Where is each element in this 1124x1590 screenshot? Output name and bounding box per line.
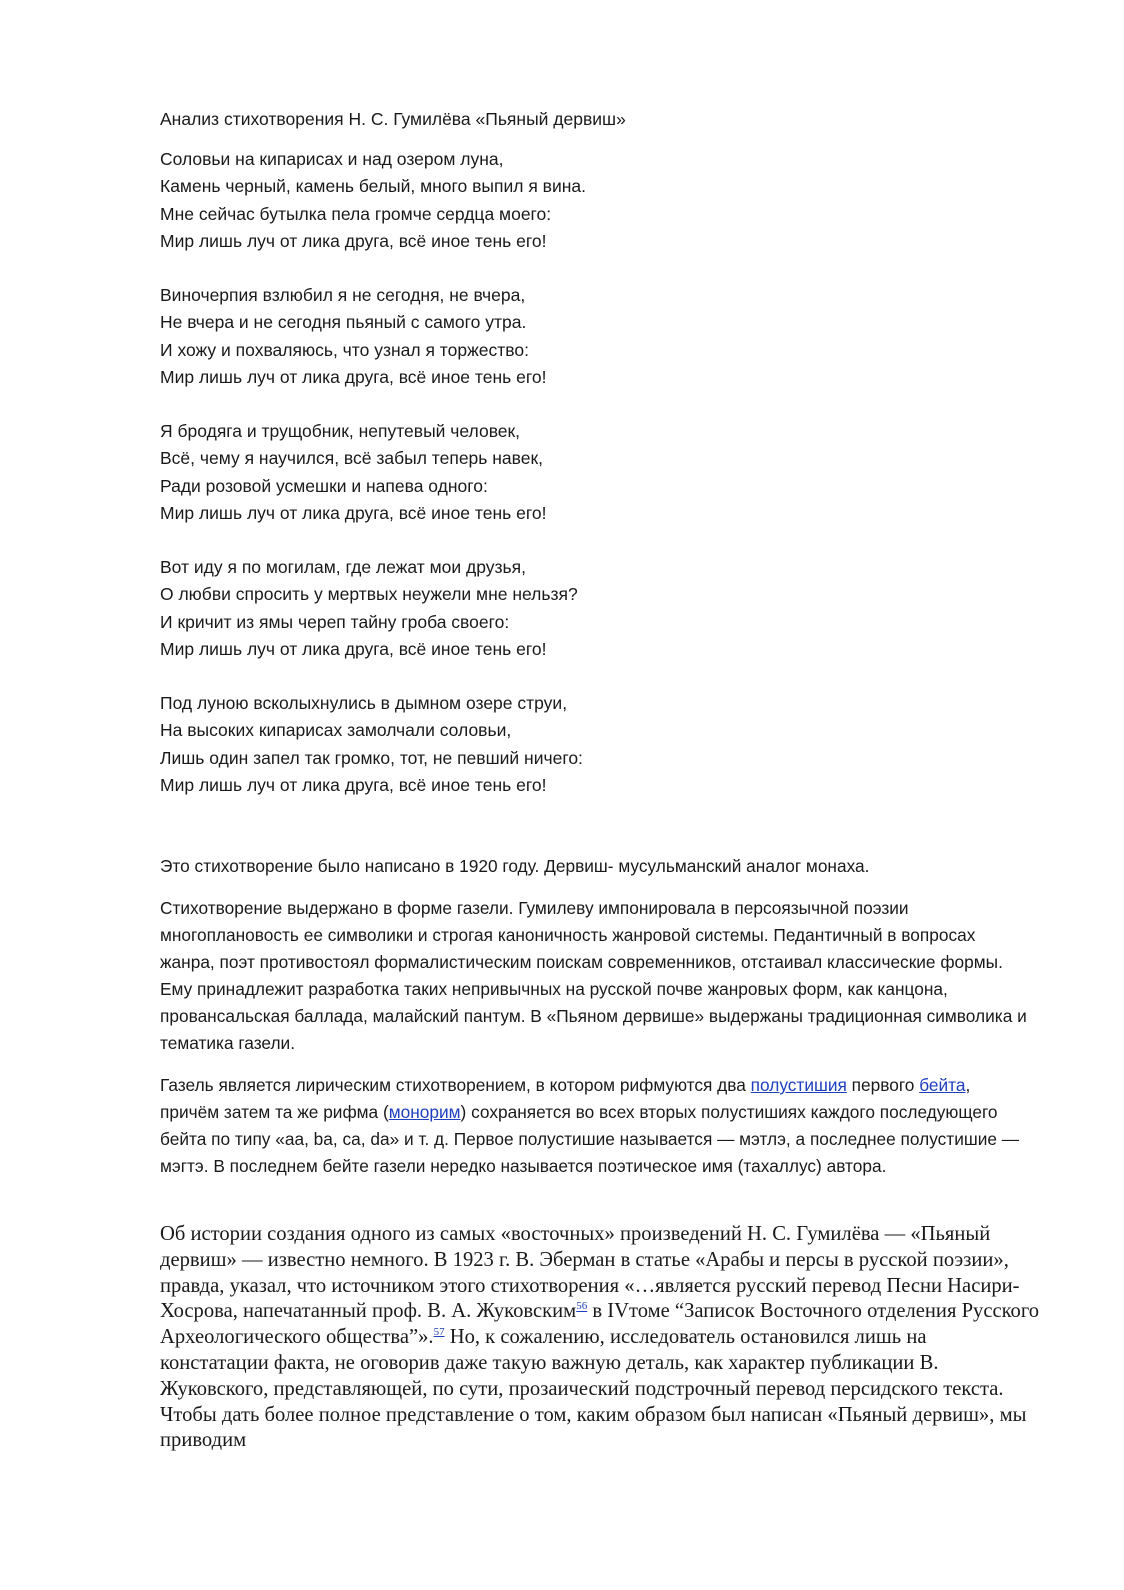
poem-line: Не вчера и не сегодня пьяный с самого утра. — [160, 312, 527, 333]
poem-stanza-5 — [160, 690, 980, 799]
footnote-56-link[interactable]: 56 — [576, 1300, 588, 1313]
poem-stanza-4 — [160, 554, 980, 663]
poem-line: Мир лишь луч от лика друга, всё иное тень его! — [160, 502, 547, 523]
poem-line: Под луною всколыхнулись в дымном озере струи, — [160, 693, 568, 713]
poem-line: Виночерпия взлюбил я не сегодня, не вчера, — [160, 285, 526, 305]
analysis-paragraph-ghazal-definition: Газель является лирическим стихотворением, в котором рифмуются два полустишия первого бейта, причём затем та же рифма (монорим) сохраняется во всех вторых полустишиях каждого последующего бейта по типу «aa, ba, ca, da» и т. д. Первое полустишие называется — мэтлэ, а последнее полустишие — мэгтэ. В последнем бейте газели нередко называется поэтическое имя (тахаллус) автора. — [160, 1075, 1020, 1176]
poem-line: Вот иду я по могилам, где лежат мои друзья, — [160, 557, 526, 577]
poem-line: Я бродяга и трущобник, непутевый человек, — [160, 421, 521, 441]
poem-line: Мир лишь луч от лика друга, всё иное тень его! — [160, 366, 547, 387]
document-title: Анализ стихотворения Н. С. Гумилёва «Пьяный дервиш» — [160, 109, 626, 129]
analysis-paragraph-ghazal-form: Стихотворение выдержано в форме газели. Гумилеву импонировала в персоязычной поэзии многоплановость ее символики и строгая каноничность жанровой системы. Педантичный в вопросах жанра, поэт противостоял формалистическим поискам современников, отстаивал классические формы. Ему принадлежит разработка таких непривычных на русской почве жанровых форм, как канцона, провансальская баллада, малайский пантум. В «Пьяном дервише» выдержаны традиционная символика и тематика газели. — [160, 898, 1027, 1053]
poem-line: Камень черный, камень белый, много выпил я вина. — [160, 176, 586, 197]
poem-stanza-3 — [160, 418, 980, 527]
poem-line: На высоких кипарисах замолчали соловьи, — [160, 720, 512, 741]
poem-line: И хожу и похваляюсь, что узнал я торжество: — [160, 339, 529, 360]
poem-stanza-2 — [160, 282, 980, 391]
link-monorim[interactable]: монорим — [388, 1102, 461, 1122]
link-beyt[interactable]: бейта — [919, 1075, 966, 1095]
link-polustishiya[interactable]: полустишия — [750, 1075, 847, 1095]
poem-line: Мне сейчас бутылка пела громче сердца моего: — [160, 203, 552, 224]
poem-line: Соловьи на кипарисах и над озером луна, — [160, 149, 504, 169]
poem-stanza-1 — [160, 146, 980, 255]
footnote-57-link[interactable]: 57 — [433, 1326, 445, 1339]
poem-line: О любви спросить у мертвых неужели мне нельзя? — [160, 584, 578, 605]
poem-line: Всё, чему я научился, всё забыл теперь навек, — [160, 448, 544, 469]
poem-line: Ради розовой усмешки и напева одного: — [160, 475, 488, 496]
history-paragraph: Об истории создания одного из самых «восточных» произведений Н. С. Гумилёва — «Пьяный дервиш» — известно немного. В 1923 г. В. Эберман в статье «Арабы и персы в русской поэзии», правда, указал, что источником этого стихотворения «…является русский перевод Песни Насири-Хосрова, напечатанный проф. В. А. Жуковским$^{56}$ в IVтоме “Записок Восточного отделения Русского Археологического общества”».$^{57}$ Но, к сожалению, исследователь остановился лишь на констатации факта, не оговорив даже такую важную деталь, как характер публикации В. Жуковского, представляющей, по сути, прозаический подстрочный перевод персидского текста. Чтобы дать более полное представление о том, каким образом был написан «Пьяный дервиш», мы приводим — [160, 1223, 1040, 1452]
poem-line: Мир лишь луч от лика друга, всё иное тень его! — [160, 230, 547, 251]
poem-line: Мир лишь луч от лика друга, всё иное тень его! — [160, 638, 547, 659]
poem-line: И кричит из ямы череп тайну гроба своего: — [160, 611, 510, 632]
poem-line: Лишь один запел так громко, тот, не певший ничего: — [160, 747, 583, 768]
poem-line: Мир лишь луч от лика друга, всё иное тень его! — [160, 774, 547, 795]
analysis-paragraph-date: Это стихотворение было написано в 1920 году. Дервиш- мусульманский аналог монаха. — [160, 856, 870, 876]
